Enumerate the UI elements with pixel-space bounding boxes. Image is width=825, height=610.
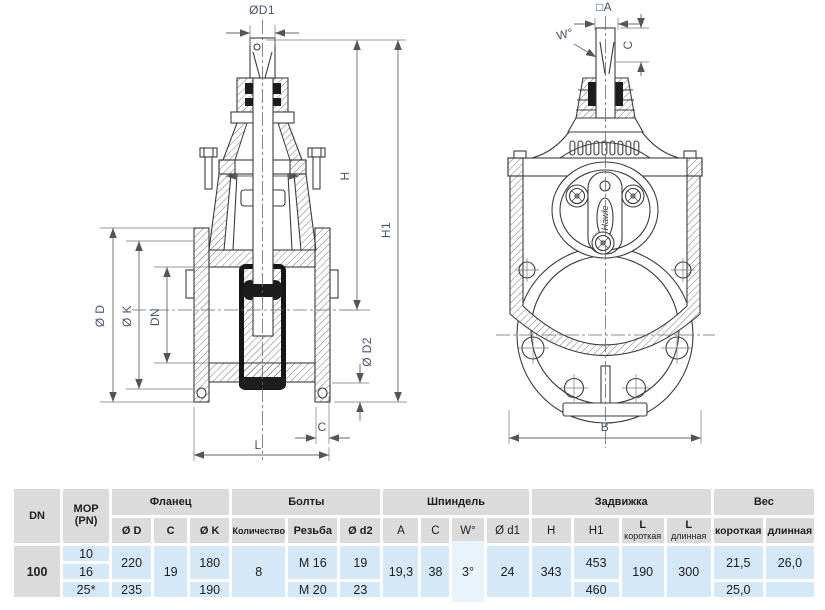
cell-k-180: 180 [190, 546, 229, 579]
header-weight-short: короткая [714, 518, 763, 543]
header-group-weight: Вес [714, 489, 814, 515]
dim-label-d2: Ø D2 [360, 337, 374, 367]
cell-d2-23: 23 [340, 582, 380, 597]
header-dn: DN [14, 489, 60, 543]
header-l-long-line2: длинная [671, 530, 707, 541]
dim-label-h: H [338, 171, 352, 181]
cell-mop-10: 10 [63, 546, 109, 561]
header-spindle-a: A [383, 518, 418, 543]
header-group-bolts: Болты [232, 489, 380, 515]
header-flange-c: C [154, 518, 187, 543]
cell-weight-short-a: 21,5 [714, 546, 763, 579]
bonnet-bolt-left [200, 148, 217, 189]
dim-label-h1: H1 [379, 221, 393, 239]
dim-label-k: Ø K [120, 305, 134, 327]
table-row [14, 546, 814, 561]
cell-a: 19,3 [383, 546, 418, 597]
cell-mop-16: 16 [63, 564, 109, 579]
cell-d-220: 220 [112, 546, 151, 579]
header-l-short-line2: короткая [624, 530, 662, 541]
dim-label-w: W° [555, 25, 575, 43]
cell-weight-long-b [766, 582, 814, 597]
header-l-long-line1: L [685, 519, 693, 531]
cell-dn: 100 [14, 546, 60, 597]
cell-weight-long-a: 26,0 [766, 546, 814, 579]
header-mop-line1: MOP [73, 503, 99, 516]
bonnet-bolt-right [308, 148, 325, 189]
header-bolts-qty: Количество [232, 518, 285, 543]
header-spindle-c: C [421, 518, 449, 543]
header-group-gate: Задвижка [532, 489, 711, 515]
brand-logo: Hawle [600, 205, 610, 231]
cell-c-flange: 19 [154, 546, 187, 597]
cell-d-235: 235 [112, 582, 151, 597]
header-weight-long: длинная [766, 518, 814, 543]
header-gate-h: H [532, 518, 571, 543]
header-l-short-line1: L [639, 519, 647, 531]
left-view-section [93, 3, 407, 461]
header-mop-line2: (PN) [74, 515, 98, 527]
cell-w: 3° [452, 546, 483, 597]
cell-l-short: 190 [622, 546, 664, 597]
header-group-flange: Фланец [112, 489, 229, 515]
cell-d1: 24 [487, 546, 529, 597]
cell-d2-19: 19 [340, 546, 380, 579]
dim-label-dn: DN [148, 307, 162, 327]
header-gate-h1: H1 [574, 518, 619, 543]
plate-bolt [566, 185, 588, 207]
header-gate-l-long [667, 518, 711, 543]
dim-label-c-flange: C [317, 420, 327, 434]
cell-qty: 8 [232, 546, 285, 597]
header-flange-k: Ø K [190, 518, 229, 543]
cell-thread-m20: M 20 [288, 582, 337, 597]
dim-label-square-a: □A [595, 0, 613, 14]
header-spindle-w: W° [452, 518, 483, 543]
cell-c-spindle: 38 [421, 546, 449, 597]
cell-l-long: 300 [667, 546, 711, 597]
dim-label-l: L [254, 438, 262, 452]
dim-label-d1: ØD1 [249, 3, 275, 17]
cell-h1-460: 460 [574, 582, 619, 597]
plate-bolt [592, 232, 614, 254]
cell-k-190: 190 [190, 582, 229, 597]
spec-table [11, 486, 817, 600]
header-group-spindle: Шпиндель [383, 489, 528, 515]
cell-h: 343 [532, 546, 571, 597]
plate-bolt [622, 185, 644, 207]
header-spindle-d1: Ø d1 [487, 518, 529, 543]
dim-label-b: B [600, 420, 610, 434]
header-flange-d: Ø D [112, 518, 151, 543]
header-mop [63, 489, 109, 543]
header-bolts-d2: Ø d2 [340, 518, 380, 543]
cell-h1-453: 453 [574, 546, 619, 579]
header-gate-l-short [622, 518, 664, 543]
bonnet-plate [552, 162, 658, 258]
dim-label-d: Ø D [93, 304, 107, 328]
header-bolts-thread: Резьба [288, 518, 337, 543]
cell-weight-short-b: 25,0 [714, 582, 763, 597]
crown-slots [570, 141, 639, 155]
cell-thread-m16: M 16 [288, 546, 337, 579]
dim-label-c-spindle: C [621, 40, 635, 50]
cell-mop-25: 25* [63, 582, 109, 597]
right-view [496, 0, 715, 448]
